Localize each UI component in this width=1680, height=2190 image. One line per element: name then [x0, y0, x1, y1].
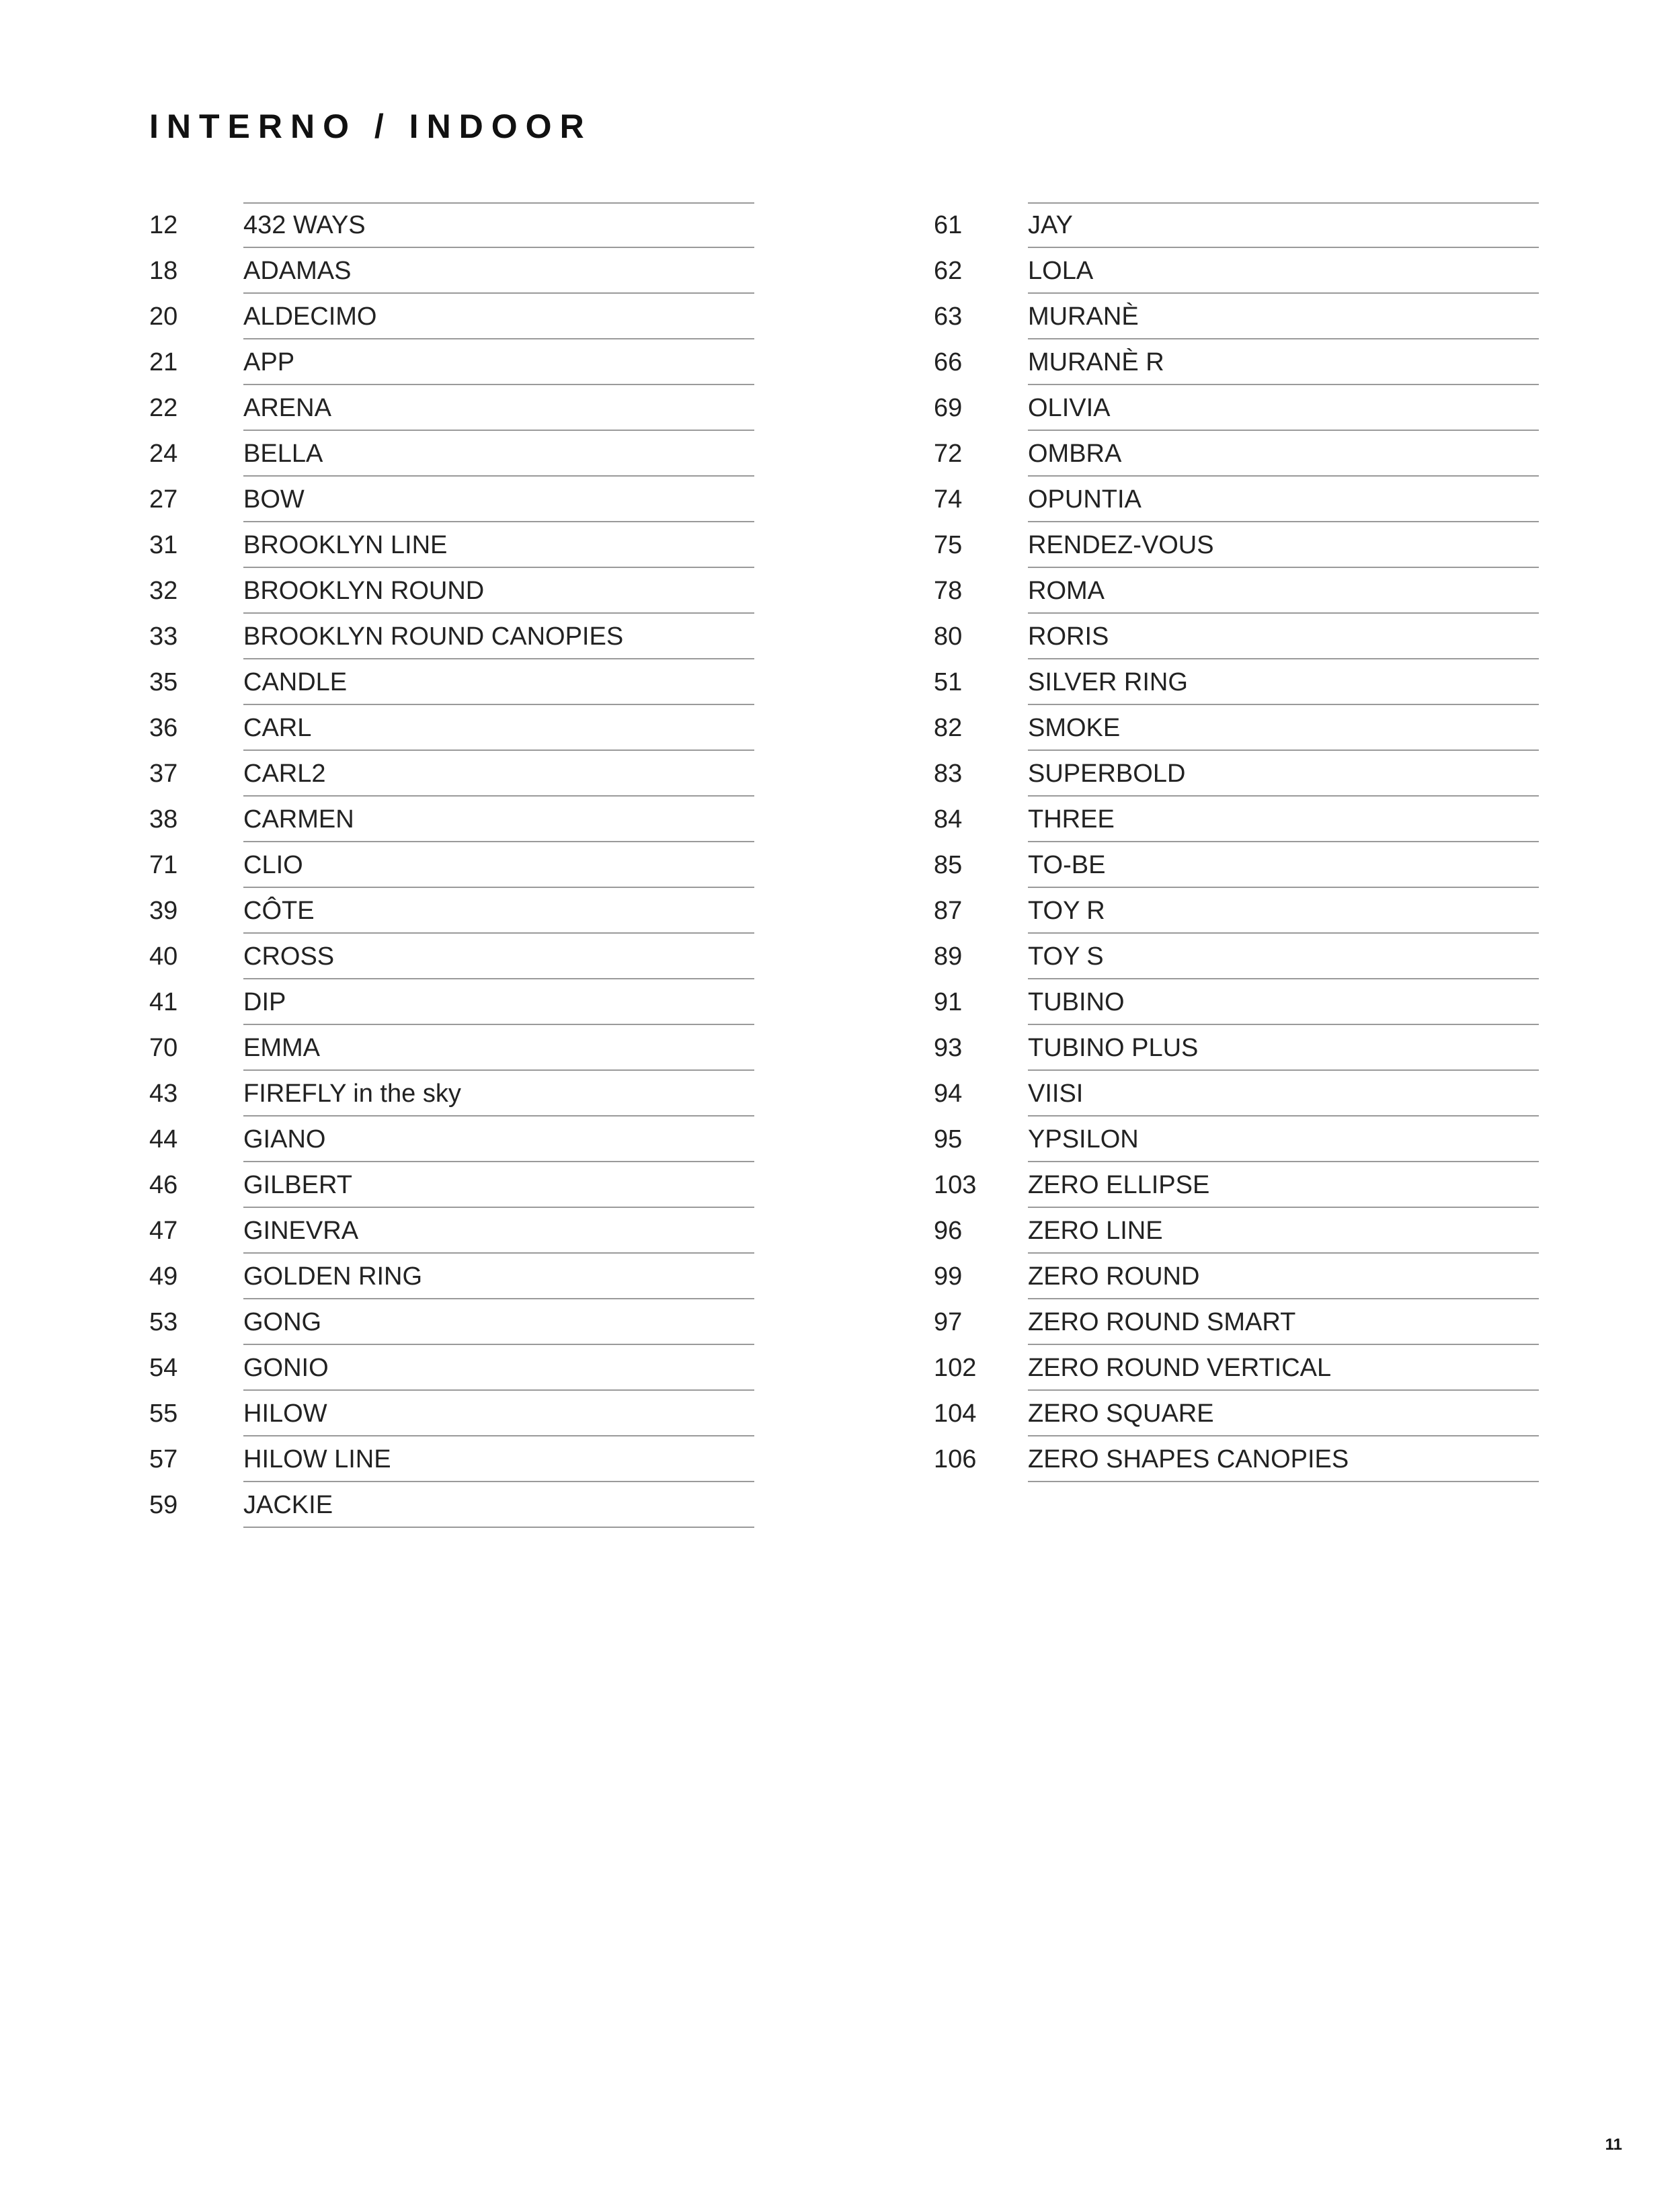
index-row	[149, 1391, 761, 1436]
index-product-name: OLIVIA	[1028, 385, 1539, 431]
index-page-number: 46	[149, 1171, 178, 1199]
index-row	[149, 202, 761, 248]
index-product-name: ROMA	[1028, 568, 1539, 614]
index-row	[934, 1345, 1546, 1391]
index-product-name: FIREFLY in the sky	[243, 1071, 754, 1117]
index-column-right	[934, 202, 1546, 1482]
index-row	[934, 888, 1546, 934]
index-product-name: APP	[243, 339, 754, 385]
index-page-number: 94	[934, 1080, 963, 1108]
index-product-name: ZERO ROUND VERTICAL	[1028, 1345, 1539, 1391]
index-row	[934, 248, 1546, 294]
index-page-number: 71	[149, 851, 178, 879]
index-page-number: 37	[149, 760, 178, 788]
index-product-name: BOW	[243, 477, 754, 522]
index-product-name: CÔTE	[243, 888, 754, 934]
index-row	[149, 1436, 761, 1482]
index-page-number: 24	[149, 440, 178, 468]
index-product-name: ZERO SQUARE	[1028, 1391, 1539, 1436]
index-page-number: 32	[149, 577, 178, 605]
index-product-name: GILBERT	[243, 1162, 754, 1208]
index-page-number: 44	[149, 1125, 178, 1153]
index-page-number: 40	[149, 942, 178, 971]
index-column-left	[149, 202, 761, 1528]
index-page-number: 93	[934, 1034, 963, 1062]
index-product-name: CANDLE	[243, 659, 754, 705]
index-product-name: VIISI	[1028, 1071, 1539, 1117]
index-page-number: 87	[934, 897, 963, 925]
index-row	[149, 1025, 761, 1071]
index-row	[934, 705, 1546, 751]
index-product-name: JACKIE	[243, 1482, 754, 1528]
index-row	[149, 294, 761, 339]
index-row	[934, 477, 1546, 522]
index-page-number: 49	[149, 1262, 178, 1291]
index-page-number: 38	[149, 805, 178, 834]
index-product-name: GOLDEN RING	[243, 1254, 754, 1299]
index-row	[149, 1482, 761, 1528]
index-page-number: 35	[149, 668, 178, 696]
index-page-number: 89	[934, 942, 963, 971]
index-page-number: 103	[934, 1171, 977, 1199]
index-page-number: 57	[149, 1445, 178, 1473]
index-product-name: BROOKLYN LINE	[243, 522, 754, 568]
index-page-number: 99	[934, 1262, 963, 1291]
page-number: 11	[1605, 2136, 1622, 2154]
index-page-number: 104	[934, 1400, 977, 1428]
index-row	[934, 431, 1546, 477]
index-product-name: ADAMAS	[243, 248, 754, 294]
index-page-number: 63	[934, 302, 963, 331]
index-product-name: HILOW	[243, 1391, 754, 1436]
index-page-number: 39	[149, 897, 178, 925]
index-page-number: 62	[934, 257, 963, 285]
index-row	[149, 659, 761, 705]
index-row	[149, 1299, 761, 1345]
index-product-name: SMOKE	[1028, 705, 1539, 751]
index-page-number: 61	[934, 211, 963, 239]
index-row	[934, 294, 1546, 339]
index-row	[934, 385, 1546, 431]
index-product-name: GINEVRA	[243, 1208, 754, 1254]
index-row	[149, 385, 761, 431]
index-page-number: 53	[149, 1308, 178, 1336]
index-product-name: RENDEZ-VOUS	[1028, 522, 1539, 568]
index-product-name: DIP	[243, 979, 754, 1025]
index-page-number: 21	[149, 348, 178, 376]
index-row	[149, 1254, 761, 1299]
index-product-name: BROOKLYN ROUND	[243, 568, 754, 614]
index-product-name: CARL2	[243, 751, 754, 797]
index-product-name: ARENA	[243, 385, 754, 431]
index-product-name: CROSS	[243, 934, 754, 979]
index-row	[934, 1208, 1546, 1254]
index-row	[934, 1071, 1546, 1117]
index-product-name: ZERO ROUND	[1028, 1254, 1539, 1299]
index-row	[149, 431, 761, 477]
index-page-number: 97	[934, 1308, 963, 1336]
index-row	[149, 705, 761, 751]
index-page-number: 82	[934, 714, 963, 742]
index-page-number: 12	[149, 211, 178, 239]
index-product-name: LOLA	[1028, 248, 1539, 294]
index-page-number: 27	[149, 485, 178, 514]
index-page-number: 36	[149, 714, 178, 742]
index-product-name: TO-BE	[1028, 842, 1539, 888]
index-row	[934, 659, 1546, 705]
index-page-number: 18	[149, 257, 178, 285]
index-product-name: MURANÈ R	[1028, 339, 1539, 385]
index-page-number: 22	[149, 394, 178, 422]
index-product-name: TOY S	[1028, 934, 1539, 979]
index-product-name: CARL	[243, 705, 754, 751]
index-row	[934, 614, 1546, 659]
index-product-name: JAY	[1028, 202, 1539, 248]
index-row	[934, 1299, 1546, 1345]
index-product-name: ALDECIMO	[243, 294, 754, 339]
index-product-name: OMBRA	[1028, 431, 1539, 477]
index-row	[934, 202, 1546, 248]
index-row	[149, 1208, 761, 1254]
index-row	[934, 568, 1546, 614]
index-page-number: 95	[934, 1125, 963, 1153]
index-page-number: 96	[934, 1217, 963, 1245]
index-row	[934, 934, 1546, 979]
index-page-number: 75	[934, 531, 963, 559]
index-row	[934, 1391, 1546, 1436]
index-product-name: MURANÈ	[1028, 294, 1539, 339]
index-row	[934, 751, 1546, 797]
index-product-name: GONG	[243, 1299, 754, 1345]
index-page-number: 20	[149, 302, 178, 331]
index-row	[149, 1345, 761, 1391]
index-product-name: ZERO ROUND SMART	[1028, 1299, 1539, 1345]
index-page-number: 78	[934, 577, 963, 605]
index-page-number: 72	[934, 440, 963, 468]
index-product-name: TOY R	[1028, 888, 1539, 934]
index-row	[149, 614, 761, 659]
index-page-number: 51	[934, 668, 963, 696]
index-row	[934, 1025, 1546, 1071]
index-row	[149, 797, 761, 842]
index-page-number: 91	[934, 988, 963, 1016]
index-page-number: 33	[149, 622, 178, 651]
index-row	[149, 979, 761, 1025]
index-page-number: 102	[934, 1354, 977, 1382]
index-page-number: 41	[149, 988, 178, 1016]
index-product-name: CLIO	[243, 842, 754, 888]
index-row	[149, 477, 761, 522]
index-product-name: YPSILON	[1028, 1117, 1539, 1162]
index-product-name: OPUNTIA	[1028, 477, 1539, 522]
index-row	[934, 339, 1546, 385]
index-product-name: BROOKLYN ROUND CANOPIES	[243, 614, 754, 659]
index-row	[934, 1162, 1546, 1208]
index-page-number: 59	[149, 1491, 178, 1519]
index-row	[149, 888, 761, 934]
index-product-name: EMMA	[243, 1025, 754, 1071]
index-page-number: 80	[934, 622, 963, 651]
index-product-name: SILVER RING	[1028, 659, 1539, 705]
index-product-name: HILOW LINE	[243, 1436, 754, 1482]
index-row	[934, 979, 1546, 1025]
index-row	[149, 1162, 761, 1208]
index-row	[934, 522, 1546, 568]
index-row	[149, 248, 761, 294]
index-product-name: THREE	[1028, 797, 1539, 842]
index-row	[934, 1254, 1546, 1299]
index-row	[149, 1117, 761, 1162]
index-page-number: 106	[934, 1445, 977, 1473]
index-row	[149, 842, 761, 888]
index-page-number: 47	[149, 1217, 178, 1245]
index-page-number: 69	[934, 394, 963, 422]
index-page-number: 54	[149, 1354, 178, 1382]
index-product-name: BELLA	[243, 431, 754, 477]
index-page-number: 70	[149, 1034, 178, 1062]
index-page-number: 66	[934, 348, 963, 376]
index-product-name: 432 WAYS	[243, 202, 754, 248]
index-row	[149, 568, 761, 614]
index-product-name: ZERO SHAPES CANOPIES	[1028, 1436, 1539, 1482]
index-product-name: TUBINO PLUS	[1028, 1025, 1539, 1071]
index-product-name: CARMEN	[243, 797, 754, 842]
index-page-number: 84	[934, 805, 963, 834]
index-page-number: 55	[149, 1400, 178, 1428]
index-row	[149, 934, 761, 979]
index-row	[934, 797, 1546, 842]
index-product-name: ZERO LINE	[1028, 1208, 1539, 1254]
index-row	[149, 1071, 761, 1117]
index-product-name: GIANO	[243, 1117, 754, 1162]
index-product-name: GONIO	[243, 1345, 754, 1391]
index-row	[149, 522, 761, 568]
index-page-number: 85	[934, 851, 963, 879]
page-title: INTERNO / INDOOR	[149, 108, 592, 145]
index-page-number: 31	[149, 531, 178, 559]
index-row	[934, 1436, 1546, 1482]
index-product-name: ZERO ELLIPSE	[1028, 1162, 1539, 1208]
index-row	[934, 1117, 1546, 1162]
index-page-number: 43	[149, 1080, 178, 1108]
index-product-name: SUPERBOLD	[1028, 751, 1539, 797]
index-page-number: 74	[934, 485, 963, 514]
index-row	[149, 751, 761, 797]
index-product-name: TUBINO	[1028, 979, 1539, 1025]
index-row	[149, 339, 761, 385]
index-product-name: RORIS	[1028, 614, 1539, 659]
index-page-number: 83	[934, 760, 963, 788]
index-row	[934, 842, 1546, 888]
